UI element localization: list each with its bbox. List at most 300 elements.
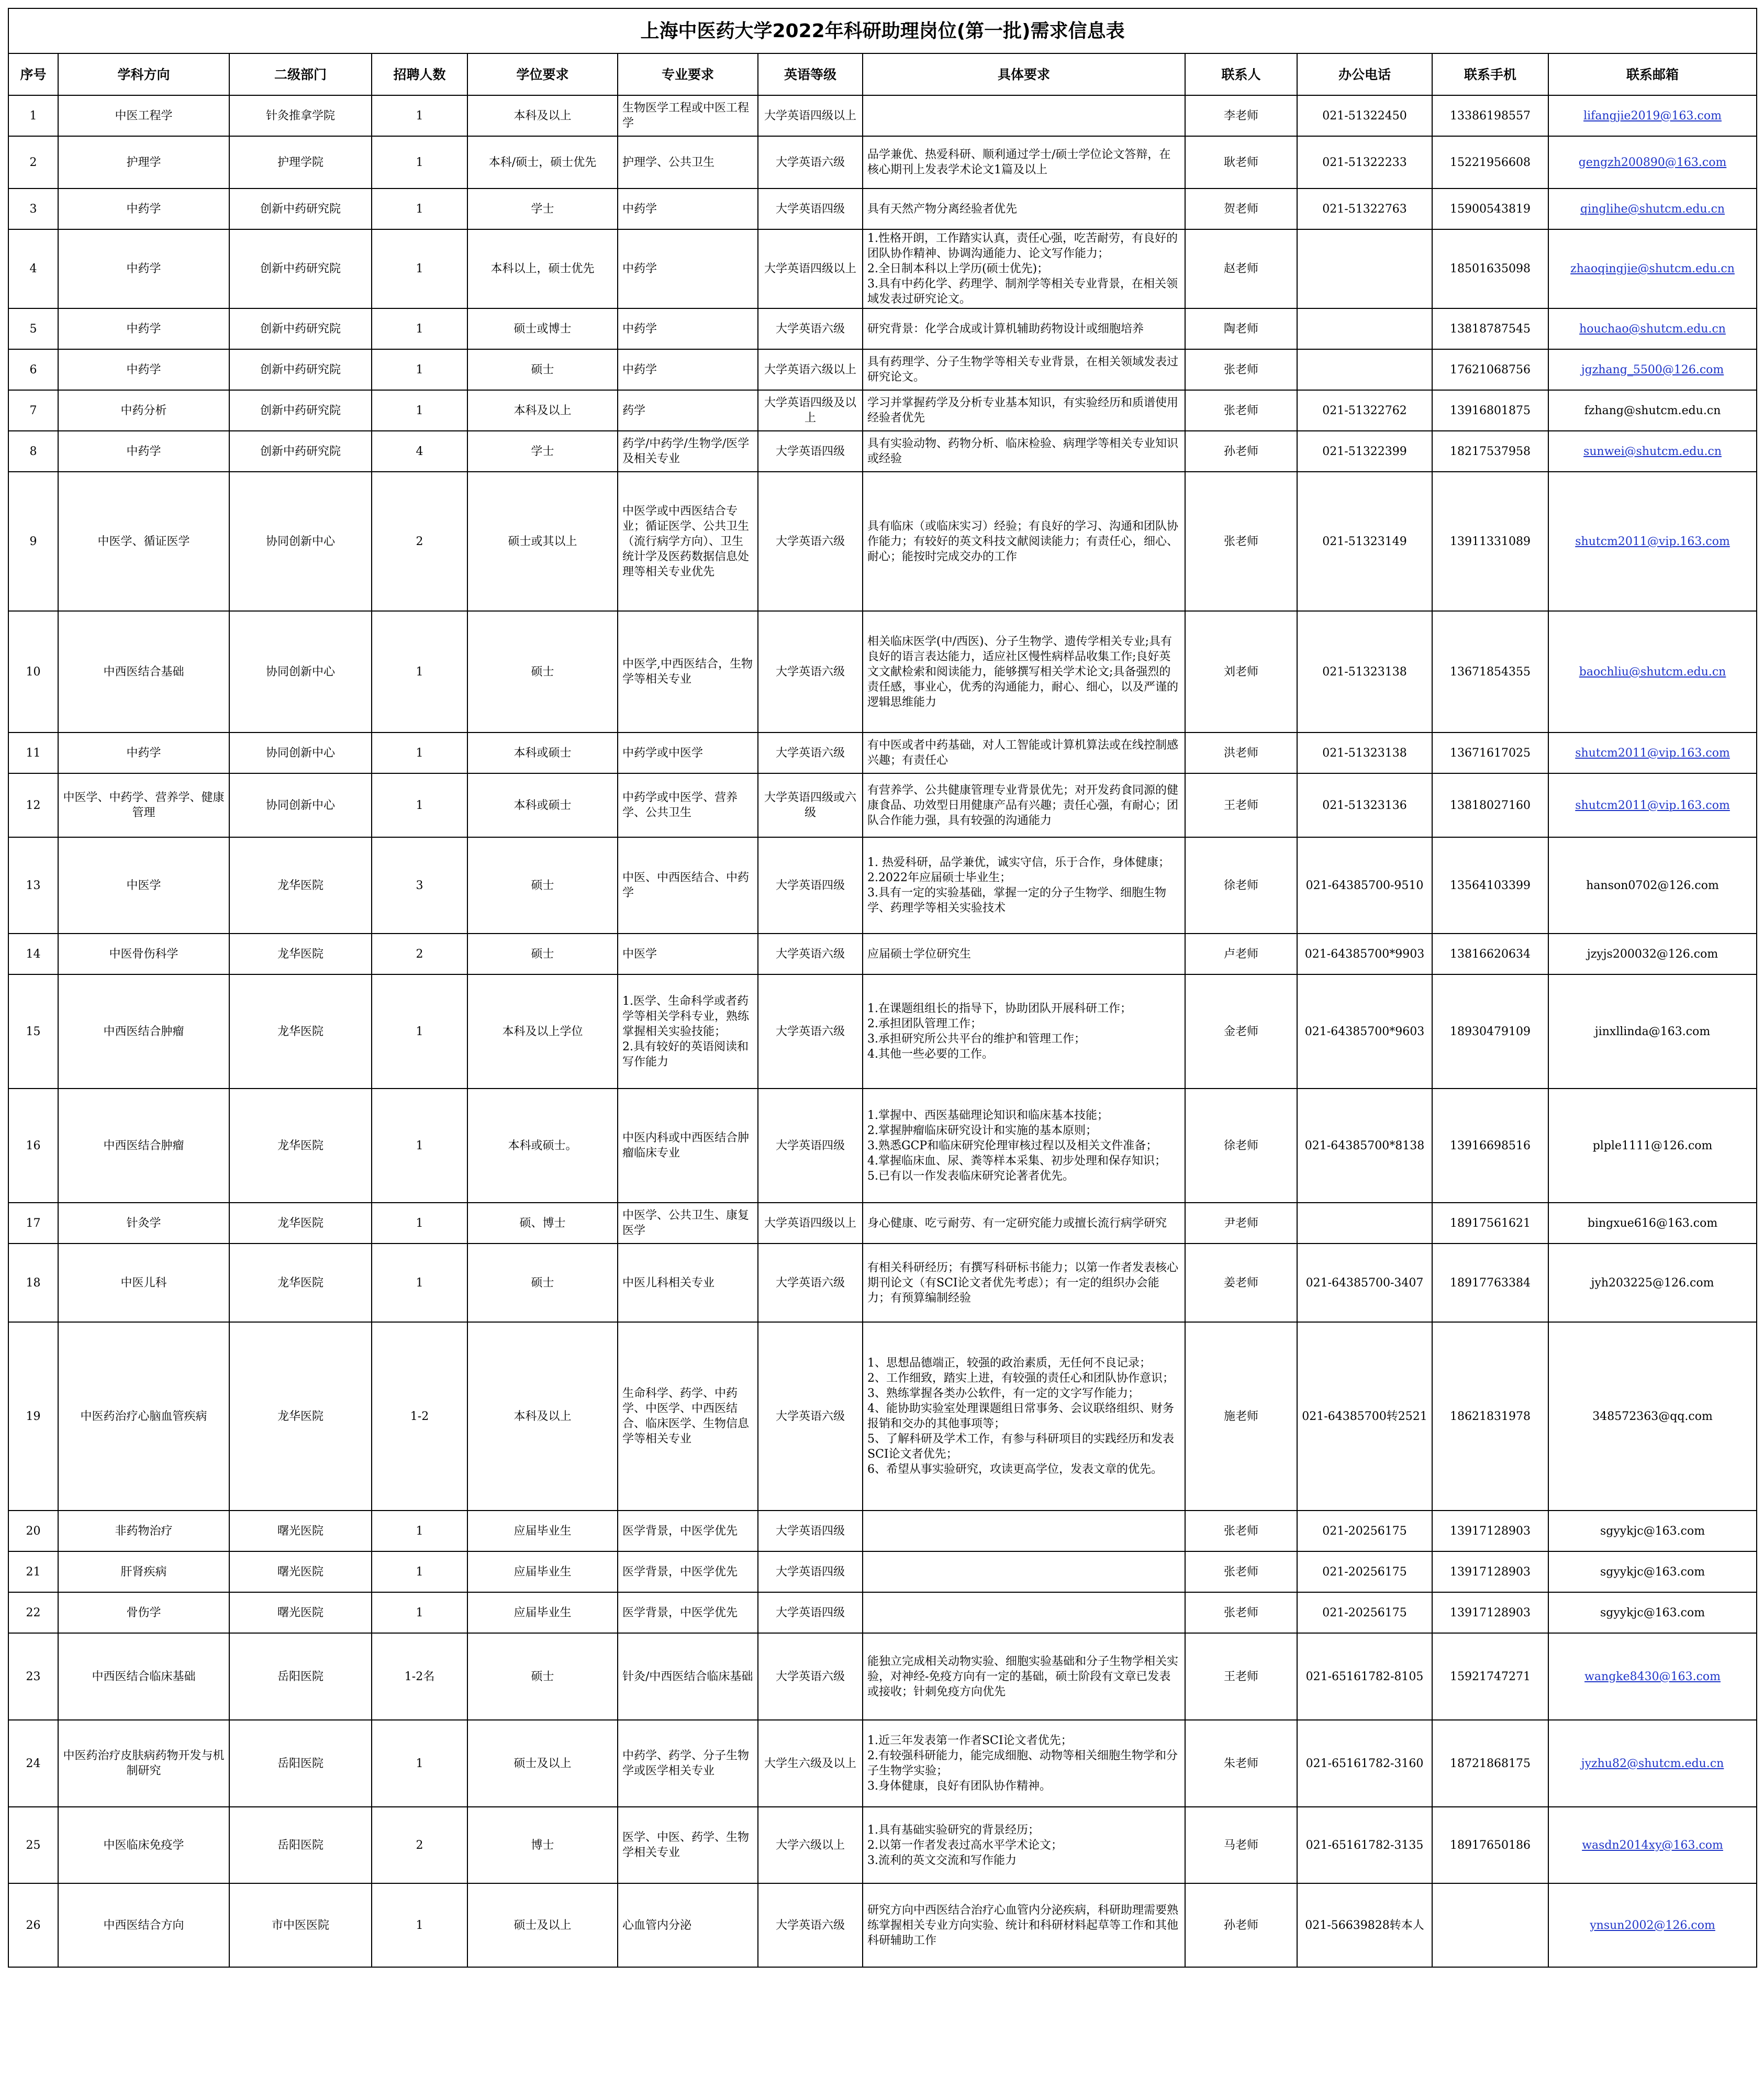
cell-requirements: 品学兼优、热爱科研、顺利通过学士/硕士学位论文答辩，在核心期刊上发表学术论文1篇及以上 bbox=[863, 136, 1185, 188]
email-link[interactable]: wangke8430@163.com bbox=[1584, 1670, 1721, 1683]
table-row bbox=[8, 1720, 1757, 1807]
cell-office-phone bbox=[1297, 349, 1432, 390]
cell-count: 2 bbox=[372, 934, 467, 974]
cell-subject: 中医药治疗心脑血管疾病 bbox=[58, 1322, 229, 1511]
cell-subject: 中医儿科 bbox=[58, 1244, 229, 1322]
cell-subject: 中西医结合基础 bbox=[58, 611, 229, 732]
table-row bbox=[8, 732, 1757, 773]
cell-degree: 硕士 bbox=[467, 837, 618, 934]
cell-mobile: 13564103399 bbox=[1432, 837, 1548, 934]
cell-mobile: 13386198557 bbox=[1432, 95, 1548, 136]
table-row bbox=[8, 349, 1757, 390]
cell-english: 大学英语六级 bbox=[758, 1322, 863, 1511]
cell-dept: 协同创新中心 bbox=[229, 472, 372, 611]
cell-dept: 协同创新中心 bbox=[229, 732, 372, 773]
cell-subject: 中医骨伤科学 bbox=[58, 934, 229, 974]
cell-no: 18 bbox=[8, 1244, 58, 1322]
cell-no: 17 bbox=[8, 1203, 58, 1244]
cell-requirements: 1.在课题组组长的指导下，协助团队开展科研工作； 2.承担团队管理工作； 3.承担研究所公共平台的维护和管理工作； 4.其他一些必要的工作。 bbox=[863, 974, 1185, 1089]
cell-requirements: 具有实验动物、药物分析、临床检验、病理学等相关专业知识或经验 bbox=[863, 431, 1185, 472]
cell-degree: 博士 bbox=[467, 1807, 618, 1883]
table-row bbox=[8, 773, 1757, 837]
cell-degree: 硕士或博士 bbox=[467, 308, 618, 349]
cell-dept: 龙华医院 bbox=[229, 837, 372, 934]
cell-dept: 曙光医院 bbox=[229, 1511, 372, 1551]
cell-major: 生命科学、药学、中药学、中医学、中西医结合、临床医学、生物信息学等相关专业 bbox=[618, 1322, 758, 1511]
cell-english: 大学英语六级 bbox=[758, 472, 863, 611]
cell-major: 中药学或中医学 bbox=[618, 732, 758, 773]
table-row bbox=[8, 934, 1757, 974]
cell-requirements: 1. 热爱科研，品学兼优，诚实守信，乐于合作，身体健康； 2.2022年应届硕士毕业生； 3.具有一定的实验基础，掌握一定的分子生物学、细胞生物学、药理学等相关实验技术 bbox=[863, 837, 1185, 934]
cell-dept: 龙华医院 bbox=[229, 934, 372, 974]
cell-office-phone: 021-20256175 bbox=[1297, 1592, 1432, 1633]
cell-count: 4 bbox=[372, 431, 467, 472]
cell-major: 针灸/中西医结合临床基础 bbox=[618, 1633, 758, 1720]
cell-major: 中医、中西医结合、中药学 bbox=[618, 837, 758, 934]
cell-email bbox=[1548, 732, 1757, 773]
cell-dept: 曙光医院 bbox=[229, 1551, 372, 1592]
cell-subject: 中药学 bbox=[58, 431, 229, 472]
cell-requirements: 1.具有基础实验研究的背景经历； 2.以第一作者发表过高水平学术论文； 3.流利的英文交流和写作能力 bbox=[863, 1807, 1185, 1883]
email-link: plple1111@126.com bbox=[1592, 1139, 1713, 1152]
table-row bbox=[8, 95, 1757, 136]
cell-email bbox=[1548, 136, 1757, 188]
cell-no: 8 bbox=[8, 431, 58, 472]
cell-degree: 硕士 bbox=[467, 1244, 618, 1322]
cell-mobile: 18930479109 bbox=[1432, 974, 1548, 1089]
cell-major: 医学背景，中医学优先 bbox=[618, 1511, 758, 1551]
cell-contact: 张老师 bbox=[1185, 1551, 1297, 1592]
email-link[interactable]: baochliu@shutcm.edu.cn bbox=[1579, 665, 1726, 679]
cell-subject: 护理学 bbox=[58, 136, 229, 188]
header-major: 专业要求 bbox=[618, 53, 758, 95]
cell-major: 中医内科或中西医结合肿瘤临床专业 bbox=[618, 1089, 758, 1203]
demand-table bbox=[8, 8, 1757, 1968]
header-degree: 学位要求 bbox=[467, 53, 618, 95]
cell-count: 1 bbox=[372, 188, 467, 229]
cell-dept: 协同创新中心 bbox=[229, 611, 372, 732]
cell-dept: 龙华医院 bbox=[229, 1203, 372, 1244]
cell-mobile: 18501635098 bbox=[1432, 229, 1548, 308]
email-link[interactable]: shutcm2011@vip.163.com bbox=[1575, 746, 1730, 760]
cell-email bbox=[1548, 1633, 1757, 1720]
cell-degree: 本科及以上 bbox=[467, 1322, 618, 1511]
cell-contact: 洪老师 bbox=[1185, 732, 1297, 773]
cell-requirements bbox=[863, 1511, 1185, 1551]
cell-mobile: 13916698516 bbox=[1432, 1089, 1548, 1203]
cell-major: 中药学 bbox=[618, 308, 758, 349]
cell-no: 6 bbox=[8, 349, 58, 390]
cell-mobile: 13911331089 bbox=[1432, 472, 1548, 611]
cell-mobile: 13671854355 bbox=[1432, 611, 1548, 732]
cell-mobile bbox=[1432, 1883, 1548, 1967]
table-row bbox=[8, 1592, 1757, 1633]
email-link: sgyykjc@163.com bbox=[1600, 1565, 1705, 1579]
cell-subject: 非药物治疗 bbox=[58, 1511, 229, 1551]
header-row bbox=[8, 53, 1757, 95]
email-link[interactable]: sunwei@shutcm.edu.cn bbox=[1583, 445, 1722, 458]
cell-major: 医学、中医、药学、生物学相关专业 bbox=[618, 1807, 758, 1883]
cell-no: 10 bbox=[8, 611, 58, 732]
cell-count: 1 bbox=[372, 229, 467, 308]
header-requirements: 具体要求 bbox=[863, 53, 1185, 95]
cell-email bbox=[1548, 1244, 1757, 1322]
cell-subject: 中西医结合临床基础 bbox=[58, 1633, 229, 1720]
header-no: 序号 bbox=[8, 53, 58, 95]
cell-major: 心血管内分泌 bbox=[618, 1883, 758, 1967]
header-office-phone: 办公电话 bbox=[1297, 53, 1432, 95]
cell-subject: 中药学 bbox=[58, 188, 229, 229]
cell-degree: 硕士 bbox=[467, 1633, 618, 1720]
cell-contact: 徐老师 bbox=[1185, 837, 1297, 934]
cell-email bbox=[1548, 1592, 1757, 1633]
cell-contact: 孙老师 bbox=[1185, 431, 1297, 472]
cell-contact: 施老师 bbox=[1185, 1322, 1297, 1511]
cell-count: 1 bbox=[372, 1203, 467, 1244]
cell-email bbox=[1548, 1883, 1757, 1967]
cell-subject: 中西医结合肿瘤 bbox=[58, 1089, 229, 1203]
email-link: sgyykjc@163.com bbox=[1600, 1524, 1705, 1538]
cell-count: 1 bbox=[372, 349, 467, 390]
cell-subject: 中西医结合肿瘤 bbox=[58, 974, 229, 1089]
cell-office-phone: 021-51322450 bbox=[1297, 95, 1432, 136]
cell-no: 23 bbox=[8, 1633, 58, 1720]
cell-degree: 学士 bbox=[467, 431, 618, 472]
cell-contact: 王老师 bbox=[1185, 1633, 1297, 1720]
cell-email bbox=[1548, 974, 1757, 1089]
cell-english: 大学英语四级 bbox=[758, 1592, 863, 1633]
cell-dept: 龙华医院 bbox=[229, 1322, 372, 1511]
cell-dept: 创新中药研究院 bbox=[229, 229, 372, 308]
cell-contact: 张老师 bbox=[1185, 349, 1297, 390]
cell-english: 大学英语四级 bbox=[758, 1551, 863, 1592]
cell-english: 大学英语四级 bbox=[758, 1089, 863, 1203]
cell-major: 药学 bbox=[618, 390, 758, 431]
email-link[interactable]: shutcm2011@vip.163.com bbox=[1575, 535, 1730, 548]
cell-contact: 马老师 bbox=[1185, 1807, 1297, 1883]
cell-email bbox=[1548, 95, 1757, 136]
cell-english: 大学英语四级以上 bbox=[758, 1203, 863, 1244]
email-link: hanson0702@126.com bbox=[1586, 879, 1719, 892]
cell-count: 1 bbox=[372, 732, 467, 773]
cell-degree: 硕士或其以上 bbox=[467, 472, 618, 611]
cell-english: 大学英语四级及以上 bbox=[758, 390, 863, 431]
cell-no: 15 bbox=[8, 974, 58, 1089]
cell-english: 大学英语四级 bbox=[758, 837, 863, 934]
cell-count: 1 bbox=[372, 1592, 467, 1633]
cell-office-phone: 021-64385700*8138 bbox=[1297, 1089, 1432, 1203]
cell-contact: 王老师 bbox=[1185, 773, 1297, 837]
cell-degree: 硕士 bbox=[467, 934, 618, 974]
info-sheet bbox=[8, 8, 1756, 1968]
cell-office-phone: 021-65161782-3160 bbox=[1297, 1720, 1432, 1807]
cell-contact: 张老师 bbox=[1185, 390, 1297, 431]
cell-major: 中药学 bbox=[618, 349, 758, 390]
cell-requirements: 学习并掌握药学及分析专业基本知识，有实验经历和质谱使用经验者优先 bbox=[863, 390, 1185, 431]
cell-email bbox=[1548, 1511, 1757, 1551]
cell-requirements: 有中医或者中药基础，对人工智能或计算机算法或在线控制感兴趣；有责任心 bbox=[863, 732, 1185, 773]
cell-major: 中药学或中医学、营养学、公共卫生 bbox=[618, 773, 758, 837]
cell-english: 大学英语六级 bbox=[758, 308, 863, 349]
cell-count: 1 bbox=[372, 136, 467, 188]
cell-email bbox=[1548, 1089, 1757, 1203]
email-link: 348572363@qq.com bbox=[1592, 1409, 1713, 1423]
cell-requirements: 1.掌握中、西医基础理论知识和临床基本技能； 2.掌握肿瘤临床研究设计和实施的基本原则； 3.熟悉GCP和临床研究伦理审核过程以及相关文件准备； 4.掌握临床血、尿、粪等样本采集、初步处理和保存知识； 5.已有以一作发表临床研究论著者优先。 bbox=[863, 1089, 1185, 1203]
table-body bbox=[8, 95, 1757, 1967]
cell-dept: 龙华医院 bbox=[229, 974, 372, 1089]
table-row bbox=[8, 188, 1757, 229]
header-dept: 二级部门 bbox=[229, 53, 372, 95]
cell-office-phone: 021-64385700*9903 bbox=[1297, 934, 1432, 974]
cell-office-phone: 021-51323136 bbox=[1297, 773, 1432, 837]
cell-office-phone: 021-51323138 bbox=[1297, 611, 1432, 732]
cell-mobile: 13816620634 bbox=[1432, 934, 1548, 974]
cell-no: 19 bbox=[8, 1322, 58, 1511]
email-link[interactable]: zhaoqingjie@shutcm.edu.cn bbox=[1570, 262, 1735, 275]
cell-count: 1 bbox=[372, 1244, 467, 1322]
cell-email bbox=[1548, 1720, 1757, 1807]
cell-subject: 中药学 bbox=[58, 308, 229, 349]
cell-dept: 协同创新中心 bbox=[229, 773, 372, 837]
cell-contact: 孙老师 bbox=[1185, 1883, 1297, 1967]
cell-email bbox=[1548, 1322, 1757, 1511]
cell-degree: 硕士及以上 bbox=[467, 1720, 618, 1807]
cell-requirements: 具有药理学、分子生物学等相关专业背景，在相关领域发表过研究论文。 bbox=[863, 349, 1185, 390]
cell-dept: 创新中药研究院 bbox=[229, 349, 372, 390]
cell-mobile: 15221956608 bbox=[1432, 136, 1548, 188]
cell-email bbox=[1548, 1203, 1757, 1244]
cell-requirements: 研究背景：化学合成或计算机辅助药物设计或细胞培养 bbox=[863, 308, 1185, 349]
cell-major: 中医学 bbox=[618, 934, 758, 974]
cell-degree: 硕、博士 bbox=[467, 1203, 618, 1244]
email-link[interactable]: jgzhang_5500@126.com bbox=[1581, 363, 1724, 376]
email-link: fzhang@shutcm.edu.cn bbox=[1584, 404, 1721, 417]
cell-no: 14 bbox=[8, 934, 58, 974]
cell-email bbox=[1548, 308, 1757, 349]
cell-degree: 应届毕业生 bbox=[467, 1511, 618, 1551]
cell-requirements: 1、思想品德端正，较强的政治素质，无任何不良记录； 2、工作细致，踏实上进，有较强的责任心和团队协作意识； 3、熟练掌握各类办公软件，有一定的文字写作能力； 4、能协助实验室处理课题组日常事务、会议联络组织、财务报销和交办的其他事项等； 5、了解科研及学术工作，有参与科研项目的实践经历和发表SCI论文者优先； 6、希望从事实验研究，攻读更高学位，发表文章的优先。 bbox=[863, 1322, 1185, 1511]
cell-email bbox=[1548, 1807, 1757, 1883]
cell-contact: 卢老师 bbox=[1185, 934, 1297, 974]
cell-contact: 朱老师 bbox=[1185, 1720, 1297, 1807]
cell-contact: 张老师 bbox=[1185, 1592, 1297, 1633]
email-link[interactable]: wasdn2014xy@163.com bbox=[1582, 1838, 1723, 1852]
email-link[interactable]: houchao@shutcm.edu.cn bbox=[1579, 322, 1726, 336]
cell-dept: 创新中药研究院 bbox=[229, 308, 372, 349]
cell-mobile: 13916801875 bbox=[1432, 390, 1548, 431]
cell-english: 大学英语六级 bbox=[758, 1883, 863, 1967]
cell-mobile: 18721868175 bbox=[1432, 1720, 1548, 1807]
email-link[interactable]: lifangjie2019@163.com bbox=[1583, 109, 1722, 123]
cell-subject: 骨伤学 bbox=[58, 1592, 229, 1633]
cell-office-phone: 021-20256175 bbox=[1297, 1511, 1432, 1551]
cell-major: 护理学、公共卫生 bbox=[618, 136, 758, 188]
cell-degree: 本科/硕士，硕士优先 bbox=[467, 136, 618, 188]
cell-requirements: 具有临床（或临床实习）经验；有良好的学习、沟通和团队协作能力；有较好的英文科技文献阅读能力；有责任心，细心、耐心；能按时完成交办的工作 bbox=[863, 472, 1185, 611]
cell-subject: 中医临床免疫学 bbox=[58, 1807, 229, 1883]
header-contact: 联系人 bbox=[1185, 53, 1297, 95]
cell-office-phone: 021-65161782-8105 bbox=[1297, 1633, 1432, 1720]
cell-subject: 中药分析 bbox=[58, 390, 229, 431]
cell-email bbox=[1548, 390, 1757, 431]
cell-count: 1 bbox=[372, 1551, 467, 1592]
table-row bbox=[8, 1203, 1757, 1244]
table-row bbox=[8, 472, 1757, 611]
cell-email bbox=[1548, 837, 1757, 934]
cell-degree: 本科及以上学位 bbox=[467, 974, 618, 1089]
cell-degree: 硕士 bbox=[467, 349, 618, 390]
cell-office-phone: 021-51322762 bbox=[1297, 390, 1432, 431]
cell-subject: 中西医结合方向 bbox=[58, 1883, 229, 1967]
email-link[interactable]: qinglihe@shutcm.edu.cn bbox=[1580, 202, 1725, 216]
email-link: jyh203225@126.com bbox=[1591, 1276, 1714, 1290]
header-english: 英语等级 bbox=[758, 53, 863, 95]
cell-degree: 本科及以上 bbox=[467, 390, 618, 431]
cell-dept: 龙华医院 bbox=[229, 1089, 372, 1203]
cell-degree: 硕士 bbox=[467, 611, 618, 732]
cell-requirements bbox=[863, 95, 1185, 136]
cell-contact: 陶老师 bbox=[1185, 308, 1297, 349]
cell-dept: 创新中药研究院 bbox=[229, 431, 372, 472]
cell-office-phone: 021-51322763 bbox=[1297, 188, 1432, 229]
cell-no: 12 bbox=[8, 773, 58, 837]
cell-english: 大学英语六级 bbox=[758, 974, 863, 1089]
cell-no: 7 bbox=[8, 390, 58, 431]
cell-subject: 中医学、循证医学 bbox=[58, 472, 229, 611]
cell-dept: 护理学院 bbox=[229, 136, 372, 188]
cell-mobile: 18917763384 bbox=[1432, 1244, 1548, 1322]
cell-contact: 刘老师 bbox=[1185, 611, 1297, 732]
cell-contact: 赵老师 bbox=[1185, 229, 1297, 308]
cell-office-phone: 021-51322233 bbox=[1297, 136, 1432, 188]
cell-count: 1 bbox=[372, 1511, 467, 1551]
cell-english: 大学英语四级 bbox=[758, 431, 863, 472]
cell-contact: 贺老师 bbox=[1185, 188, 1297, 229]
cell-email bbox=[1548, 349, 1757, 390]
cell-english: 大学英语四级以上 bbox=[758, 229, 863, 308]
cell-office-phone: 021-51323149 bbox=[1297, 472, 1432, 611]
table-row bbox=[8, 1807, 1757, 1883]
cell-subject: 中药学 bbox=[58, 349, 229, 390]
cell-mobile: 18621831978 bbox=[1432, 1322, 1548, 1511]
cell-requirements: 研究方向中西医结合治疗心血管内分泌疾病，科研助理需要熟练掌握相关专业方向实验、统计和科研材料起草等工作和其他科研辅助工作 bbox=[863, 1883, 1185, 1967]
cell-office-phone: 021-20256175 bbox=[1297, 1551, 1432, 1592]
cell-count: 3 bbox=[372, 837, 467, 934]
cell-subject: 肝肾疾病 bbox=[58, 1551, 229, 1592]
cell-contact: 尹老师 bbox=[1185, 1203, 1297, 1244]
cell-no: 1 bbox=[8, 95, 58, 136]
table-row bbox=[8, 1322, 1757, 1511]
email-link: jinxllinda@163.com bbox=[1594, 1025, 1711, 1038]
cell-count: 1 bbox=[372, 773, 467, 837]
cell-contact: 耿老师 bbox=[1185, 136, 1297, 188]
cell-requirements bbox=[863, 1592, 1185, 1633]
cell-dept: 针灸推拿学院 bbox=[229, 95, 372, 136]
cell-requirements: 1.性格开朗，工作踏实认真，责任心强，吃苦耐劳，有良好的团队协作精神、协调沟通能力、论文写作能力； 2.全日制本科以上学历(硕士优先)； 3.具有中药化学、药理学、制剂学等相关专业背景，在相关领域发表过研究论文。 bbox=[863, 229, 1185, 308]
cell-no: 11 bbox=[8, 732, 58, 773]
email-link[interactable]: ynsun2002@126.com bbox=[1590, 1918, 1715, 1932]
cell-office-phone: 021-64385700*9603 bbox=[1297, 974, 1432, 1089]
cell-email bbox=[1548, 773, 1757, 837]
cell-degree: 本科或硕士。 bbox=[467, 1089, 618, 1203]
cell-major: 中医学,中西医结合，生物学等相关专业 bbox=[618, 611, 758, 732]
cell-english: 大学英语六级 bbox=[758, 611, 863, 732]
cell-major: 生物医学工程或中医工程学 bbox=[618, 95, 758, 136]
email-link[interactable]: jyzhu82@shutcm.edu.cn bbox=[1581, 1757, 1724, 1770]
cell-no: 25 bbox=[8, 1807, 58, 1883]
cell-office-phone bbox=[1297, 308, 1432, 349]
cell-contact: 李老师 bbox=[1185, 95, 1297, 136]
cell-degree: 硕士及以上 bbox=[467, 1883, 618, 1967]
cell-english: 大学英语六级 bbox=[758, 136, 863, 188]
email-link: bingxue616@163.com bbox=[1587, 1216, 1718, 1230]
email-link[interactable]: shutcm2011@vip.163.com bbox=[1575, 798, 1730, 812]
cell-no: 9 bbox=[8, 472, 58, 611]
cell-count: 1-2名 bbox=[372, 1633, 467, 1720]
cell-major: 1.医学、生命科学或者药学等相关学科专业，熟练掌握相关实验技能； 2.具有较好的英语阅读和写作能力 bbox=[618, 974, 758, 1089]
cell-office-phone bbox=[1297, 229, 1432, 308]
cell-subject: 中药学 bbox=[58, 229, 229, 308]
cell-requirements: 有营养学、公共健康管理专业背景优先；对开发药食同源的健康食品、功效型日用健康产品有兴趣；责任心强，有耐心；团队合作能力强，具有较强的沟通能力 bbox=[863, 773, 1185, 837]
cell-english: 大学英语六级 bbox=[758, 1633, 863, 1720]
cell-count: 1 bbox=[372, 1883, 467, 1967]
cell-english: 大学生六级及以上 bbox=[758, 1720, 863, 1807]
table-row bbox=[8, 390, 1757, 431]
cell-office-phone: 021-65161782-3135 bbox=[1297, 1807, 1432, 1883]
cell-email bbox=[1548, 1551, 1757, 1592]
cell-office-phone bbox=[1297, 1203, 1432, 1244]
cell-dept: 创新中药研究院 bbox=[229, 390, 372, 431]
table-row bbox=[8, 1244, 1757, 1322]
cell-english: 大学英语六级 bbox=[758, 934, 863, 974]
table-row bbox=[8, 1883, 1757, 1967]
cell-mobile: 13917128903 bbox=[1432, 1592, 1548, 1633]
cell-count: 1-2 bbox=[372, 1322, 467, 1511]
cell-major: 中医学或中西医结合专业；循证医学、公共卫生（流行病学方向）、卫生统计学及医药数据信息处理等相关专业优先 bbox=[618, 472, 758, 611]
cell-dept: 岳阳医院 bbox=[229, 1720, 372, 1807]
header-count: 招聘人数 bbox=[372, 53, 467, 95]
cell-requirements bbox=[863, 1551, 1185, 1592]
header-mobile: 联系手机 bbox=[1432, 53, 1548, 95]
table-row bbox=[8, 611, 1757, 732]
email-link[interactable]: gengzh200890@163.com bbox=[1578, 156, 1727, 169]
cell-english: 大学英语六级 bbox=[758, 732, 863, 773]
table-row bbox=[8, 229, 1757, 308]
cell-email bbox=[1548, 229, 1757, 308]
cell-major: 中药学 bbox=[618, 229, 758, 308]
cell-mobile: 13818787545 bbox=[1432, 308, 1548, 349]
email-link: sgyykjc@163.com bbox=[1600, 1606, 1705, 1619]
cell-dept: 创新中药研究院 bbox=[229, 188, 372, 229]
table-row bbox=[8, 431, 1757, 472]
cell-office-phone: 021-51323138 bbox=[1297, 732, 1432, 773]
cell-count: 1 bbox=[372, 974, 467, 1089]
cell-degree: 本科以上，硕士优先 bbox=[467, 229, 618, 308]
cell-degree: 本科及以上 bbox=[467, 95, 618, 136]
cell-mobile: 17621068756 bbox=[1432, 349, 1548, 390]
cell-dept: 市中医医院 bbox=[229, 1883, 372, 1967]
cell-office-phone: 021-64385700-9510 bbox=[1297, 837, 1432, 934]
header-subject: 学科方向 bbox=[58, 53, 229, 95]
cell-dept: 曙光医院 bbox=[229, 1592, 372, 1633]
cell-mobile: 15900543819 bbox=[1432, 188, 1548, 229]
table-row bbox=[8, 1633, 1757, 1720]
cell-no: 26 bbox=[8, 1883, 58, 1967]
cell-english: 大学英语六级以上 bbox=[758, 349, 863, 390]
cell-english: 大学英语四级 bbox=[758, 188, 863, 229]
cell-major: 中医儿科相关专业 bbox=[618, 1244, 758, 1322]
cell-office-phone: 021-56639828转本人 bbox=[1297, 1883, 1432, 1967]
